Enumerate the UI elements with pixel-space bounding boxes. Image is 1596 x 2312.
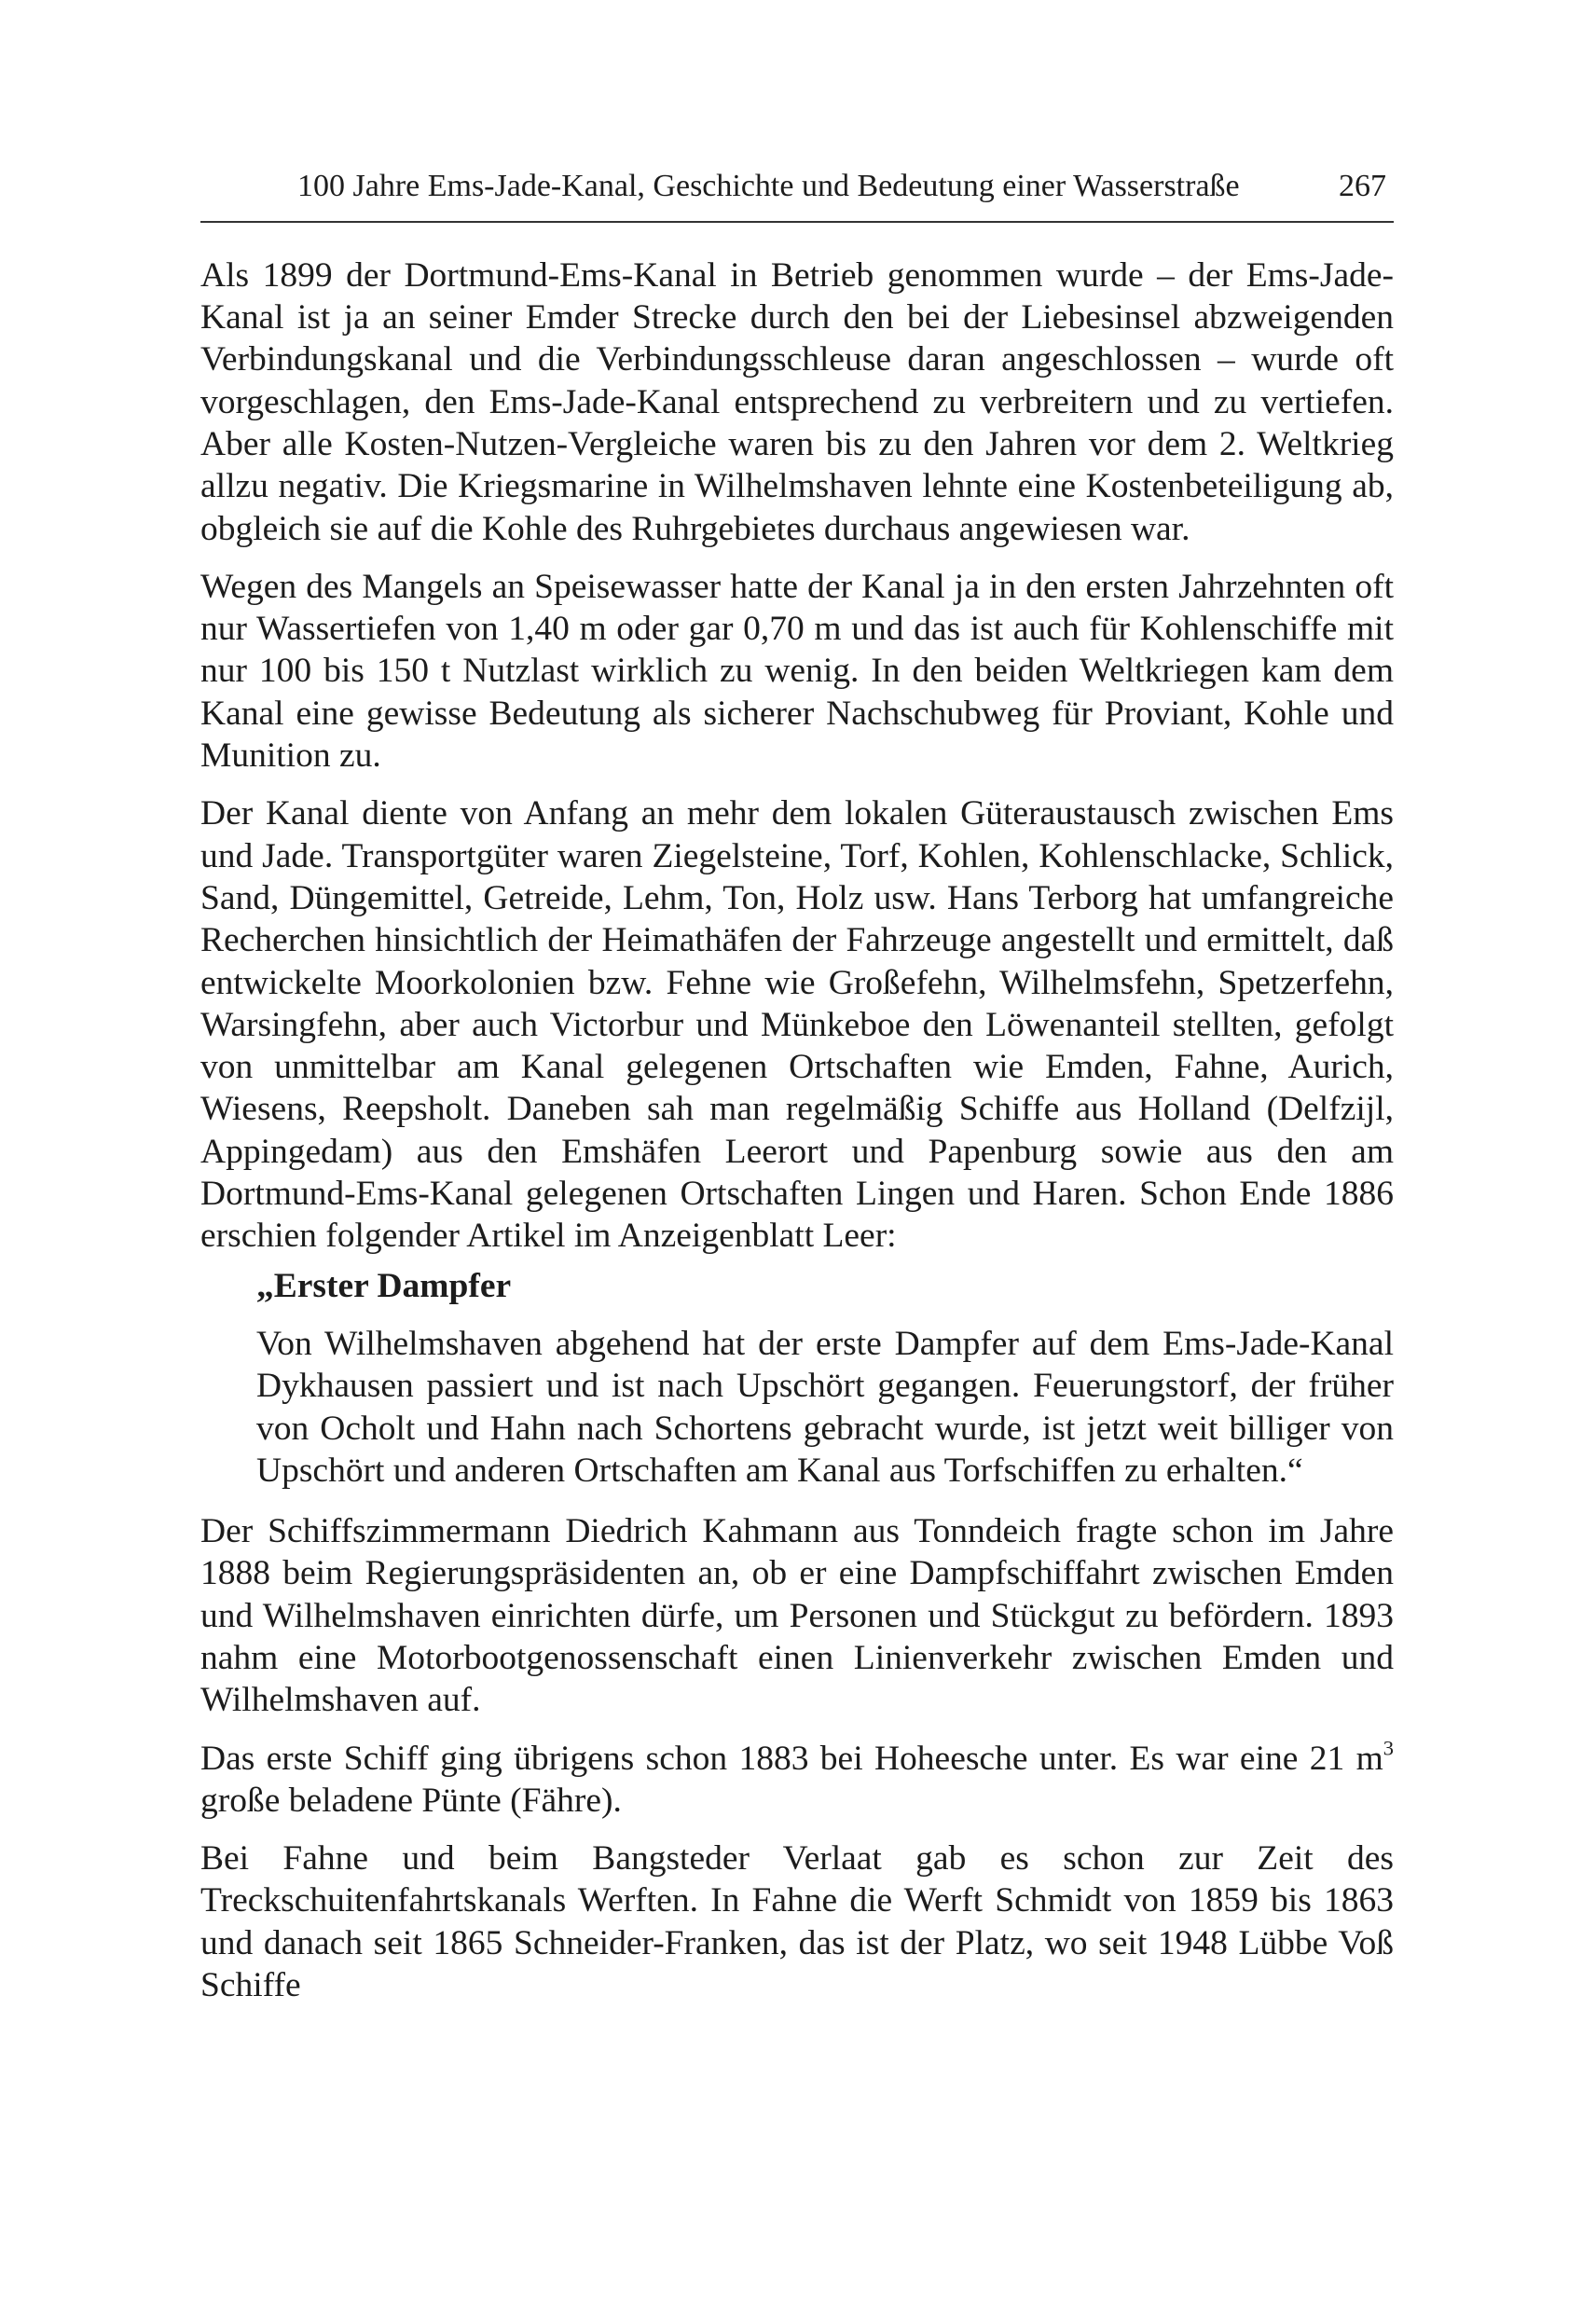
paragraph: Der Kanal diente von Anfang an mehr dem lokalen Güteraustausch zwischen Ems und Jade. Transportgüter waren Ziegelsteine, Torf, Kohlen, Kohlenschlacke, Schlick, Sand, Düngemittel, Getreide, Lehm, Ton, Holz usw. Hans Terborg hat umfangreiche Recherchen hinsichtlich der Heimathäfen der Fahrzeuge angestellt und ermittelt, daß entwickelte Moorkolonien bzw. Fehne wie Großefehn, Wilhelmsfehn, Spetzerfehn, Warsingfehn, aber auch Victorbur und Münkeboe den Löwenanteil stellten, gefolgt von unmittelbar am Kanal gelegenen Ortschaften wie Emden, Fahne, Aurich, Wiesens, Reepsholt. Daneben sah man regelmäßig Schiffe aus Holland (Delfzijl, Appingedam) aus den Emshäfen Leerort und Papenburg sowie aus den am Dortmund-Ems-Kanal gelegenen Ortschaften Lingen und Haren. Schon Ende 1886 erschien folgender Artikel im Anzeigenblatt Leer: (200, 794, 1394, 1256)
page-number: 267 (1339, 169, 1386, 203)
quote-text: Von Wilhelmshaven abgehend hat der erste Dampfer auf dem Ems-Jade-Kanal Dykhausen passiert und ist nach Upschört gegangen. Feuerungstorf, der früher von Ocholt und Hahn nach Schortens gebracht wurde, ist jetzt weit billiger von Upschört und anderen Ortschaften am Kanal aus Torfschiffen zu erhalten.“ (256, 1324, 1394, 1490)
running-title: 100 Jahre Ems-Jade-Kanal, Geschichte und Bedeutung einer Wasserstraße (297, 169, 1240, 203)
quote-title: „Erster Dampfer (256, 1266, 512, 1305)
paragraph: Wegen des Mangels an Speisewasser hatte der Kanal ja in den ersten Jahrzehnten oft nur Wassertiefen von 1,40 m oder gar 0,70 m und das ist auch für Kohlenschiffe mit nur 100 bis 150 t Nutzlast wirklich zu wenig. In den beiden Weltkriegen kam dem Kanal eine gewisse Bedeutung als sicherer Nachschubweg für Proviant, Kohle und Munition zu. (200, 567, 1394, 776)
paragraph-text: Das erste Schiff ging übrigens schon 1883 bei Hoheesche unter. Es war eine 21 m (200, 1739, 1383, 1778)
paragraph (200, 1735, 1394, 1823)
paragraph: Bei Fahne und beim Bangsteder Verlaat gab es schon zur Zeit des Treckschuitenfahrtskanals Werften. In Fahne die Werft Schmidt von 1859 bis 1863 und danach seit 1865 Schneider-Franken, das ist der Platz, wo seit 1948 Lübbe Voß Schiffe (200, 1839, 1394, 2005)
paragraph: Der Schiffszimmermann Diedrich Kahmann aus Tonndeich fragte schon im Jahre 1888 beim Regierungspräsidenten an, ob er eine Dampfschiffahrt zwischen Emden und Wilhelmshaven einrichten dürfe, um Personen und Stückgut zu befördern. 1893 nahm eine Motorbootgenossenschaft einen Linienverkehr zwischen Emden und Wilhelmshaven auf. (200, 1512, 1394, 1720)
paragraph: Als 1899 der Dortmund-Ems-Kanal in Betrieb genommen wurde – der Ems-Jade-Kanal ist ja an seiner Emder Strecke durch den bei der Liebesinsel abzweigenden Verbindungskanal und die Verbindungsschleuse daran angeschlossen – wurde oft vorgeschlagen, den Ems-Jade-Kanal entsprechend zu verbreitern und zu vertiefen. Aber alle Kosten-Nutzen-Vergleiche waren bis zu den Jahren vor dem 2. Weltkrieg allzu negativ. Die Kriegsmarine in Wilhelmshaven lehnte eine Kostenbeteiligung ab, obgleich sie auf die Kohle des Ruhrgebietes durchaus angewiesen war. (200, 255, 1394, 548)
book-page (200, 168, 1394, 2022)
paragraph-text: große beladene Pünte (Fähre). (200, 1781, 622, 1820)
superscript: 3 (1383, 1735, 1394, 1759)
body-text (200, 255, 1394, 2007)
block-quote (256, 1265, 1394, 1492)
running-header (200, 168, 1394, 223)
